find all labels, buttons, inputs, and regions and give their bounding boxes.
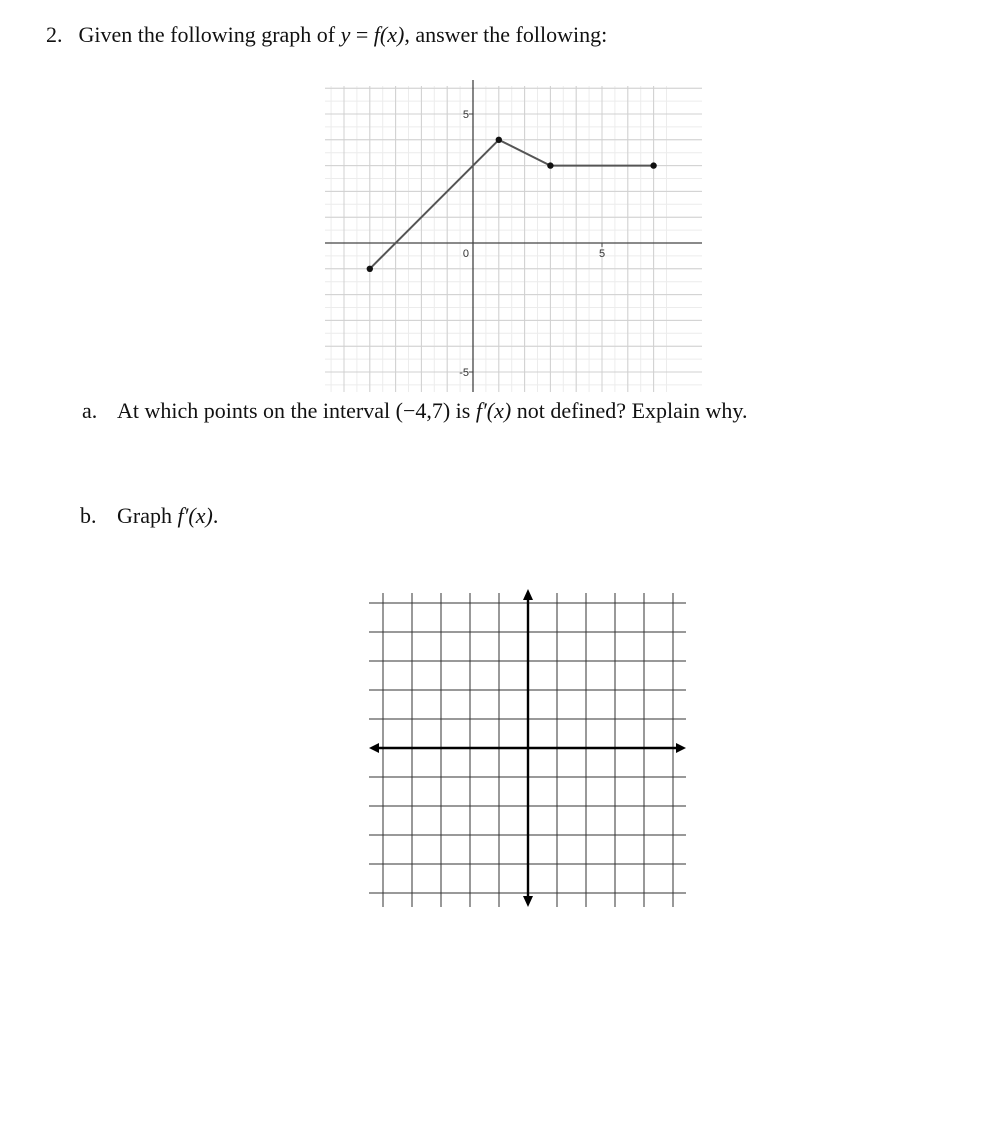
x-axis-arrow-right — [676, 743, 686, 753]
part-a-marker: a. — [82, 398, 98, 423]
part-b-marker: b. — [80, 503, 97, 528]
y-tick-label-neg5: -5 — [459, 367, 469, 379]
question-prompt: Given the following graph of y = f(x), answer the following: — [78, 22, 608, 47]
x-axis-arrow-left — [369, 743, 379, 753]
data-point — [367, 266, 373, 272]
y-tick-label-5: 5 — [462, 109, 469, 121]
question-text — [46, 22, 607, 48]
question-number: 2. — [46, 22, 63, 47]
part-b-text: b. Graph f′(x). — [80, 503, 219, 528]
graph-f — [322, 80, 722, 400]
major-grid — [325, 86, 702, 392]
part-a-text: a. At which points on the interval (−4,7) is f′(x) not defined? Explain why. — [82, 398, 748, 423]
data-point — [496, 137, 502, 143]
data-point — [650, 162, 656, 168]
x-tick-label-5: 5 — [598, 248, 606, 260]
data-point — [547, 162, 553, 168]
y-axis-arrow-down — [523, 896, 533, 907]
blank-derivative-grid[interactable] — [365, 585, 695, 915]
y-axis-arrow-up — [523, 589, 533, 600]
origin-label: 0 — [462, 248, 469, 260]
